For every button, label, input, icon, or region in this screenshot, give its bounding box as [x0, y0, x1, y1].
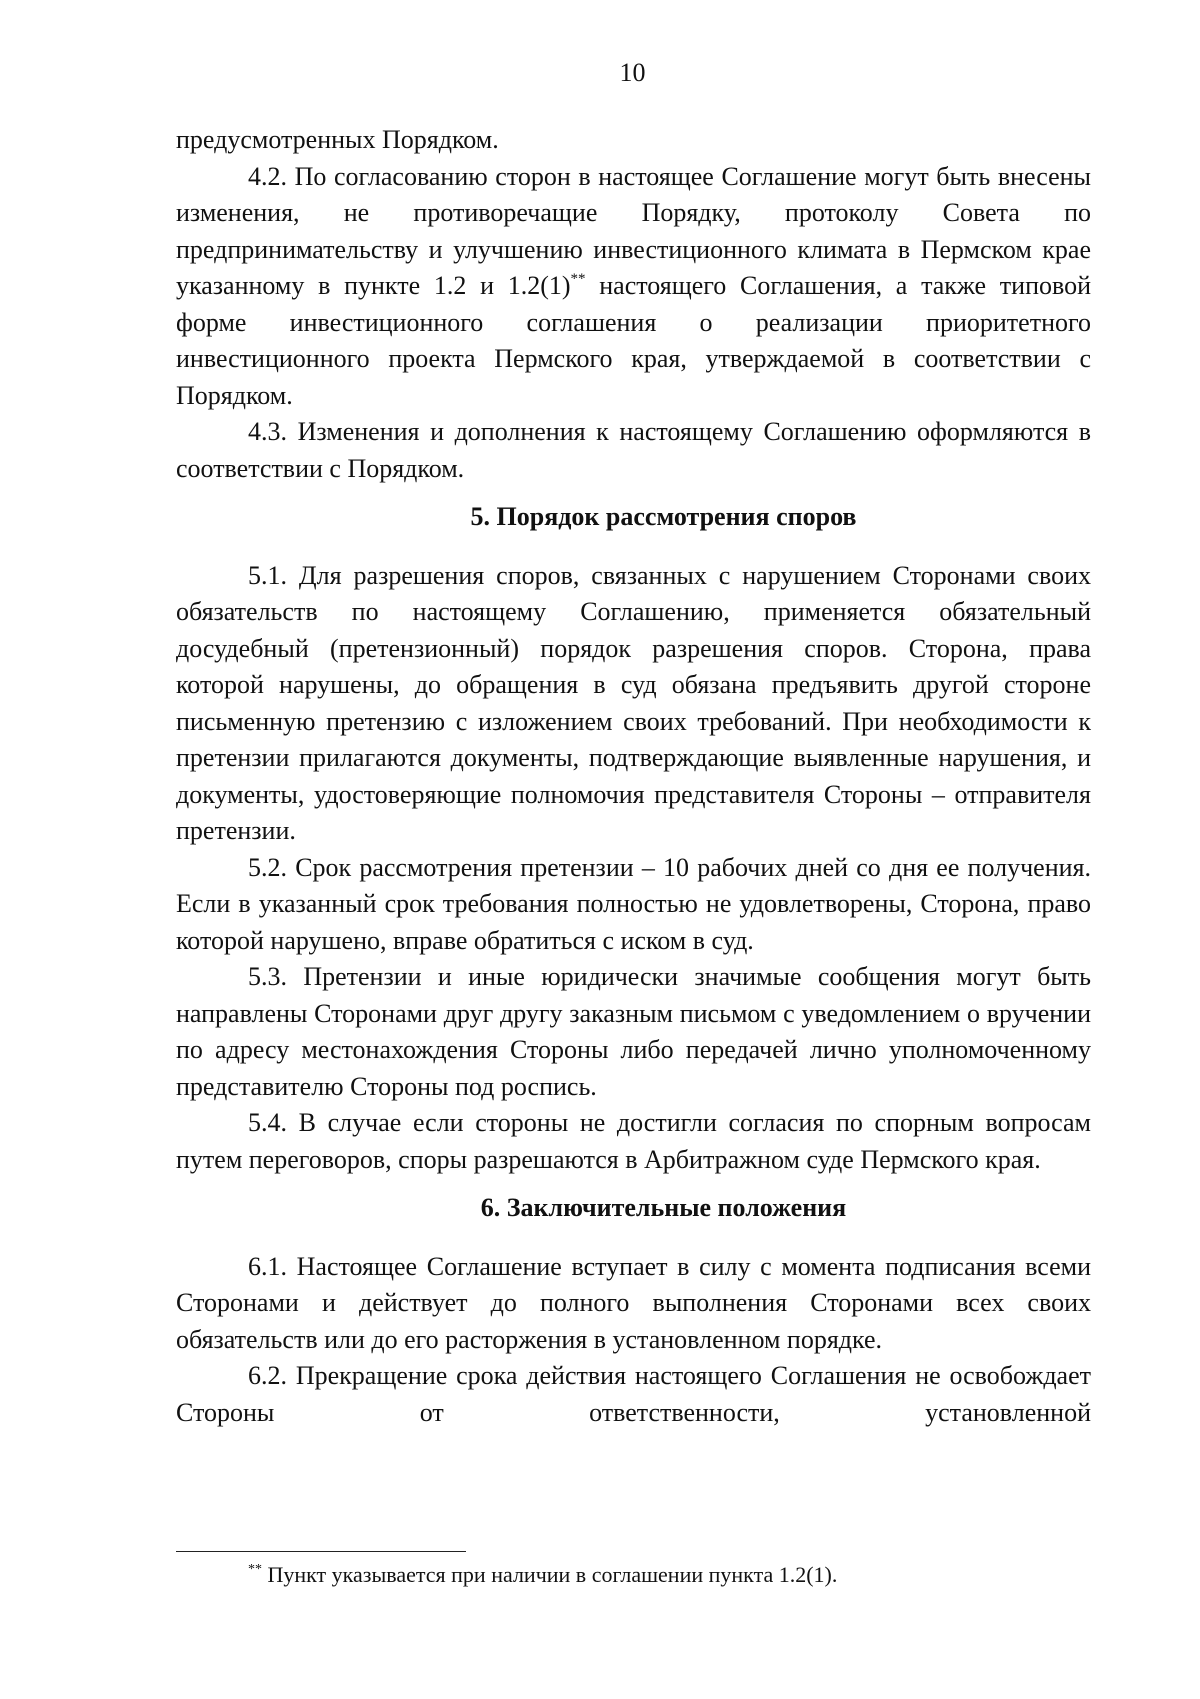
paragraph-4-2-text: 4.2. По согласованию сторон в настоящее Соглашение могут быть внесены изменения, не противоречащие Порядку, протоколу Совета по предпринимательству и улучшению инвестиционного климата в Пермском крае указанному в пункте 1.2 и 1.2(1) — [176, 161, 1091, 300]
paragraph-previous-tail: предусмотренных Порядком. — [176, 125, 499, 154]
paragraph-4-2-continuation: настоящего Соглашения, а также типовой форме инвестиционного соглашения о реализации приоритетного инвестиционного проекта Пермского края, утверждаемой в соответствии с Порядком. — [176, 271, 1092, 410]
paragraph-5-2: 5.2. Срок рассмотрения претензии – 10 рабочих дней со дня ее получения. Если в указанный срок требования полностью не удовлетворены, Сторона, право которой нарушено, вправе обратиться с иском в суд. — [176, 852, 1091, 955]
paragraph-5-4: 5.4. В случае если стороны не достигли согласия по спорным вопросам путем переговоров, споры разрешаются в Арбитражном суде Пермского края. — [176, 1108, 1091, 1174]
footnote-text: Пункт указывается при наличии в соглашении пункта 1.2(1). — [262, 1562, 838, 1587]
paragraph-5-1: 5.1. Для разрешения споров, связанных с нарушением Сторонами своих обязательств по настоящему Соглашению, применяется обязательный досудебный (претензионный) порядок разрешения споров. Сторона, права которой нарушены, до обращения в суд обязана предъявить другой стороне письменную претензию с изложением своих требований. При необходимости к претензии прилагаются документы, подтверждающие выявленные нарушения, и документы, удостоверяющие полномочия представителя Стороны – отправителя претензии. — [176, 560, 1091, 845]
footnote-reference-mark: ** — [570, 271, 586, 287]
document-body — [176, 122, 1091, 1431]
footnote — [248, 1560, 1098, 1590]
footnote-mark: ** — [248, 1562, 262, 1577]
paragraph-4-3: 4.3. Изменения и дополнения к настоящему Соглашению оформляются в соответствии с Порядком. — [176, 417, 1091, 483]
footnote-separator — [176, 1551, 466, 1552]
section-6-heading: 6. Заключительные положения — [480, 1193, 847, 1222]
paragraph-6-1: 6.1. Настоящее Соглашение вступает в силу с момента подписания всеми Сторонами и действует до полного выполнения Сторонами всех своих обязательств или до его расторжения в установленном порядке. — [176, 1251, 1091, 1354]
paragraph-4-2 — [176, 159, 1091, 415]
paragraph-5-3: 5.3. Претензии и иные юридически значимые сообщения могут быть направлены Сторонами друг другу заказным письмом с уведомлением о вручении по адресу местонахождения Стороны либо передачей лично уполномоченному представителю Стороны под роспись. — [176, 962, 1091, 1101]
section-5-heading: 5. Порядок рассмотрения споров — [470, 502, 857, 531]
paragraph-6-2: 6.2. Прекращение срока действия настоящего Соглашения не освобождает Стороны от ответственности, установленной — [176, 1361, 1091, 1427]
page-number: 10 — [619, 58, 646, 87]
